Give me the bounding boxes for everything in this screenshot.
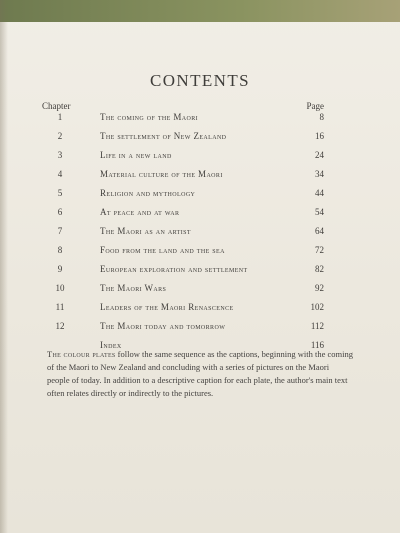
toc-row bbox=[0, 283, 400, 302]
chapter-number: 1 bbox=[57, 112, 63, 122]
chapter-title: The settlement of New Zealand bbox=[100, 131, 227, 141]
chapter-number: 5 bbox=[57, 188, 63, 198]
page-number: 102 bbox=[310, 302, 324, 312]
page-number: 112 bbox=[310, 321, 324, 331]
page-number: 116 bbox=[310, 340, 324, 350]
chapter-number: 7 bbox=[57, 226, 63, 236]
page-number: 72 bbox=[315, 245, 324, 255]
chapter-title: European exploration and settlement bbox=[100, 264, 248, 274]
toc-row bbox=[0, 112, 400, 131]
cover-edge bbox=[0, 0, 400, 22]
chapter-title: Food from the land and the sea bbox=[100, 245, 225, 255]
contents-title: CONTENTS bbox=[150, 71, 250, 90]
toc-row bbox=[0, 131, 400, 150]
chapter-number: 2 bbox=[57, 131, 63, 141]
page-number: 34 bbox=[315, 169, 324, 179]
chapter-title: Religion and mythology bbox=[100, 188, 196, 198]
chapter-number: 10 bbox=[55, 283, 65, 293]
table-of-contents bbox=[0, 112, 400, 359]
note-lead: The colour plates bbox=[47, 349, 116, 359]
chapter-title: Life in a new land bbox=[100, 150, 172, 160]
chapter-title: The coming of the Maori bbox=[100, 112, 199, 122]
page-number: 64 bbox=[315, 226, 324, 236]
chapter-title: Index bbox=[100, 340, 122, 350]
chapter-title: The Maori as an artist bbox=[100, 226, 191, 236]
toc-row bbox=[0, 207, 400, 226]
chapter-number: 3 bbox=[57, 150, 63, 160]
chapter-number: 9 bbox=[57, 264, 63, 274]
colour-plates-note bbox=[47, 348, 353, 400]
chapter-title: Material culture of the Maori bbox=[100, 169, 223, 179]
toc-row bbox=[0, 321, 400, 340]
chapter-title: At peace and at war bbox=[100, 207, 180, 217]
chapter-title: The Maori Wars bbox=[100, 283, 167, 293]
chapter-title: The Maori today and tomorrow bbox=[100, 321, 226, 331]
chapter-title: Leaders of the Maori Renascence bbox=[100, 302, 234, 312]
page-column-header: Page bbox=[306, 101, 324, 111]
page-number: 82 bbox=[315, 264, 324, 274]
toc-row bbox=[0, 264, 400, 283]
toc-row bbox=[0, 150, 400, 169]
toc-row bbox=[0, 188, 400, 207]
chapter-number: 11 bbox=[55, 302, 65, 312]
chapter-number: 12 bbox=[55, 321, 65, 331]
page-number: 16 bbox=[315, 131, 324, 141]
page-number: 8 bbox=[319, 112, 324, 122]
note-text: follow the same sequence as the captions, beginning with the coming of the Maori to New Zealand and concluding with a series of pictures on the Maori people of today. In addition to a descriptive caption for each plate, the author's main text often relates directly or indirectly to the pictures. bbox=[47, 349, 354, 398]
toc-row bbox=[0, 245, 400, 264]
chapter-column-header: Chapter bbox=[42, 101, 71, 111]
page-number: 44 bbox=[315, 188, 324, 198]
page-number: 54 bbox=[315, 207, 324, 217]
page-number: 24 bbox=[315, 150, 324, 160]
toc-row bbox=[0, 226, 400, 245]
chapter-number: 4 bbox=[57, 169, 63, 179]
page-number: 92 bbox=[315, 283, 324, 293]
chapter-number: 6 bbox=[57, 207, 63, 217]
toc-row bbox=[0, 169, 400, 188]
toc-row bbox=[0, 302, 400, 321]
chapter-number: 8 bbox=[57, 245, 63, 255]
